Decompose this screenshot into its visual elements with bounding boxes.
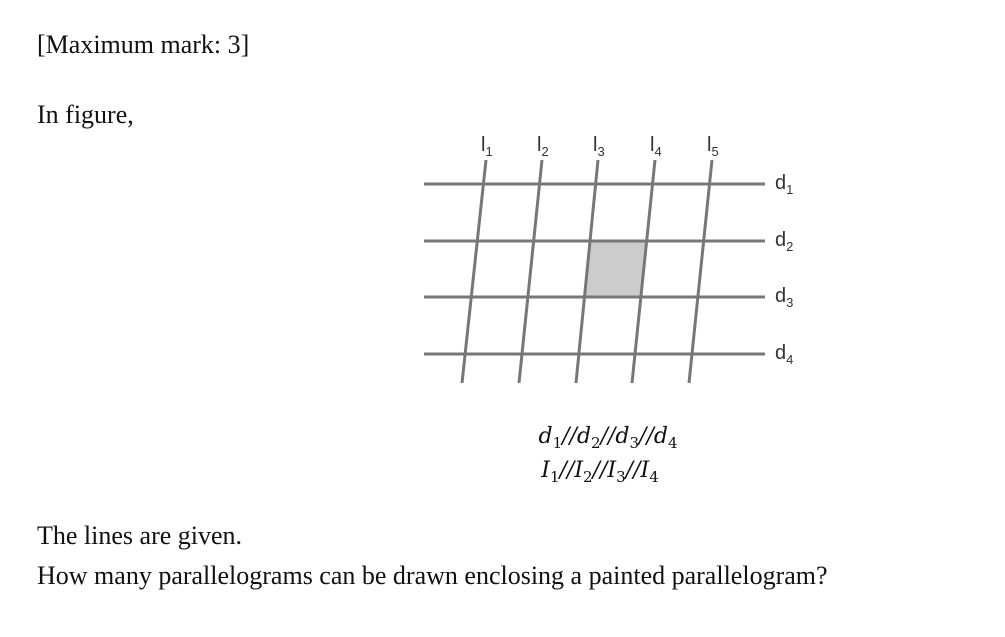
line-l1 xyxy=(462,160,486,383)
label-d1: $d_1$ xyxy=(775,172,794,197)
label-d4: $d_4$ xyxy=(775,342,794,367)
label-l4: $l_4$ xyxy=(650,134,662,159)
label-l5: $l_5$ xyxy=(707,134,719,159)
question-prompt: How many parallelograms can be drawn enclosing a painted parallelogram? xyxy=(37,561,828,590)
painted-parallelogram xyxy=(584,241,646,297)
relation-d-lines: $d_1//d_2//d_3//d_4$ xyxy=(538,424,678,452)
parallel-lines-figure xyxy=(400,125,820,495)
intro-text: In figure, xyxy=(37,100,134,129)
label-l3: $l_3$ xyxy=(593,134,605,159)
label-d3: $d_3$ xyxy=(775,285,794,310)
maximum-mark: [Maximum mark: 3] xyxy=(37,30,250,59)
label-l2: $l_2$ xyxy=(537,134,549,159)
relation-l-lines: $I_1//I_2//I_3//I_4$ xyxy=(541,458,659,486)
label-d2: $d_2$ xyxy=(775,229,794,254)
given-statement: The lines are given. xyxy=(37,521,243,550)
label-l1: $l_1$ xyxy=(481,134,493,159)
line-l2 xyxy=(519,160,542,383)
line-l5 xyxy=(689,160,712,383)
